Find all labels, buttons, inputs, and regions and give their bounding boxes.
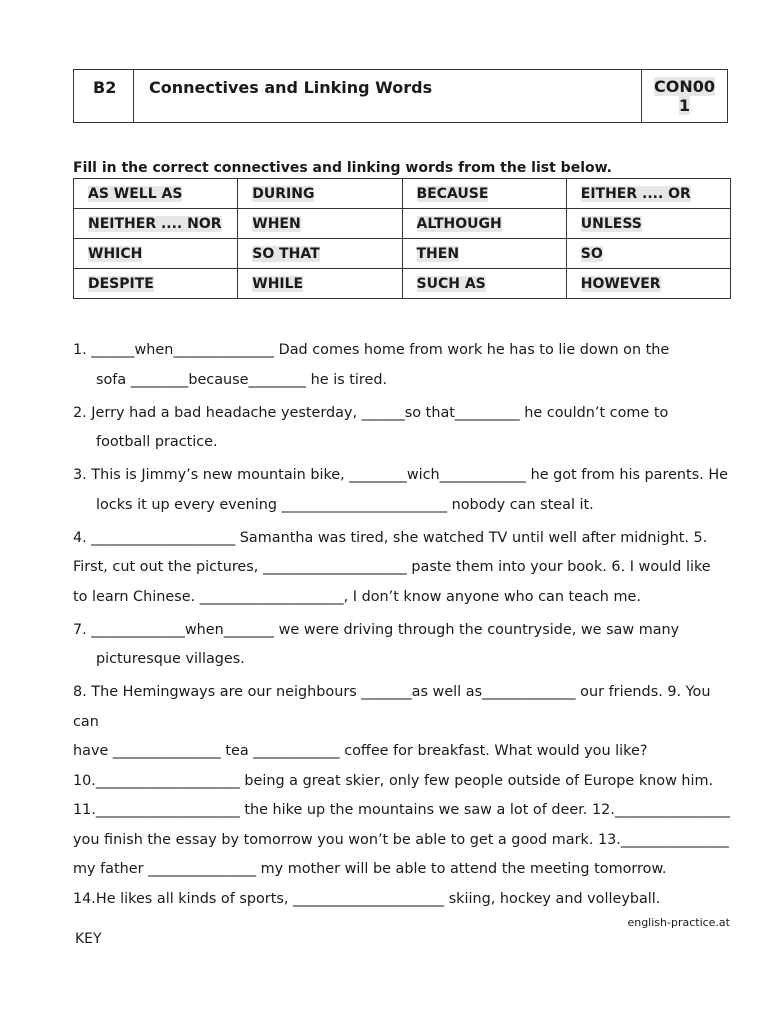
exercise-line: 3. This is Jimmy’s new mountain bike, ________wich____________ he got from his parents. He bbox=[73, 467, 729, 483]
code-cell bbox=[642, 70, 727, 122]
exercise-line: 2. Jerry had a bad headache yesterday, ______so that_________ he couldn’t come to bbox=[73, 404, 669, 421]
exercise-line: 14.He likes all kinds of sports, _____________________ skiing, hockey and volleyball. bbox=[73, 890, 661, 907]
exercise-4-6 bbox=[73, 524, 733, 613]
title-cell bbox=[134, 70, 642, 122]
level-cell bbox=[74, 70, 134, 122]
exercise-line: 1. ______when______________ Dad comes home from work he has to lie down on the bbox=[73, 342, 670, 358]
exercise-line: locks it up every evening _______________________ nobody can steal it. bbox=[96, 496, 594, 513]
worksheet-code-line2: 1 bbox=[678, 96, 691, 115]
exercise-line: 10.____________________ being a great skier, only few people outside of Europe know him. bbox=[73, 772, 714, 789]
word-cell: WHILE bbox=[238, 269, 402, 299]
exercise-list bbox=[73, 336, 733, 918]
footer-site-credit: english-practice.at bbox=[627, 916, 730, 929]
exercise-line: you finish the essay by tomorrow you won’t be able to get a good mark. 13._______________ bbox=[73, 831, 729, 848]
word-cell: AS WELL AS bbox=[74, 179, 238, 209]
word-cell: EITHER .... OR bbox=[566, 179, 730, 209]
worksheet-code-line1: CON00 bbox=[654, 77, 715, 96]
word-cell: DESPITE bbox=[74, 269, 238, 299]
exercise-line: 11.____________________ the hike up the mountains we saw a lot of deer. 12.________________ bbox=[73, 802, 730, 818]
instruction-text: Fill in the correct connectives and linking words from the list below. bbox=[73, 160, 612, 176]
word-row bbox=[74, 269, 731, 299]
word-cell: BECAUSE bbox=[402, 179, 566, 209]
exercise-line: football practice. bbox=[96, 434, 218, 450]
exercise-1 bbox=[73, 336, 733, 395]
exercise-line: 4. ____________________ Samantha was tired, she watched TV until well after midnight. 5. bbox=[73, 529, 708, 546]
exercise-line: First, cut out the pictures, ____________________ paste them into your book. 6. I would like bbox=[73, 559, 711, 575]
footer-key-label: KEY bbox=[75, 931, 102, 947]
word-cell: SO bbox=[566, 239, 730, 269]
exercise-8-14 bbox=[73, 678, 733, 914]
word-cell: UNLESS bbox=[566, 209, 730, 239]
word-row bbox=[74, 179, 731, 209]
word-list-table bbox=[73, 178, 731, 299]
word-cell: SUCH AS bbox=[402, 269, 566, 299]
exercise-line: my father _______________ my mother will be able to attend the meeting tomorrow. bbox=[73, 861, 667, 877]
word-cell: THEN bbox=[402, 239, 566, 269]
exercise-7 bbox=[73, 616, 733, 675]
word-cell: NEITHER .... NOR bbox=[74, 209, 238, 239]
exercise-3 bbox=[73, 461, 733, 520]
exercise-line: sofa ________because________ he is tired. bbox=[96, 371, 388, 388]
worksheet-header bbox=[73, 69, 728, 123]
word-cell: HOWEVER bbox=[566, 269, 730, 299]
word-cell: SO THAT bbox=[238, 239, 402, 269]
level-label: B2 bbox=[93, 78, 117, 97]
exercise-2 bbox=[73, 399, 733, 458]
word-row bbox=[74, 239, 731, 269]
exercise-line: 8. The Hemingways are our neighbours _______as well as_____________ our friends. 9. You can bbox=[73, 684, 711, 730]
exercise-line: to learn Chinese. ____________________, I don’t know anyone who can teach me. bbox=[73, 588, 641, 605]
word-cell: WHEN bbox=[238, 209, 402, 239]
exercise-line: 7. _____________when_______ we were driving through the countryside, we saw many bbox=[73, 621, 680, 638]
word-row bbox=[74, 209, 731, 239]
word-cell: WHICH bbox=[74, 239, 238, 269]
exercise-line: picturesque villages. bbox=[96, 651, 245, 667]
worksheet-title: Connectives and Linking Words bbox=[149, 78, 433, 97]
exercise-line: have _______________ tea ____________ coffee for breakfast. What would you like? bbox=[73, 743, 648, 759]
word-cell: ALTHOUGH bbox=[402, 209, 566, 239]
word-cell: DURING bbox=[238, 179, 402, 209]
